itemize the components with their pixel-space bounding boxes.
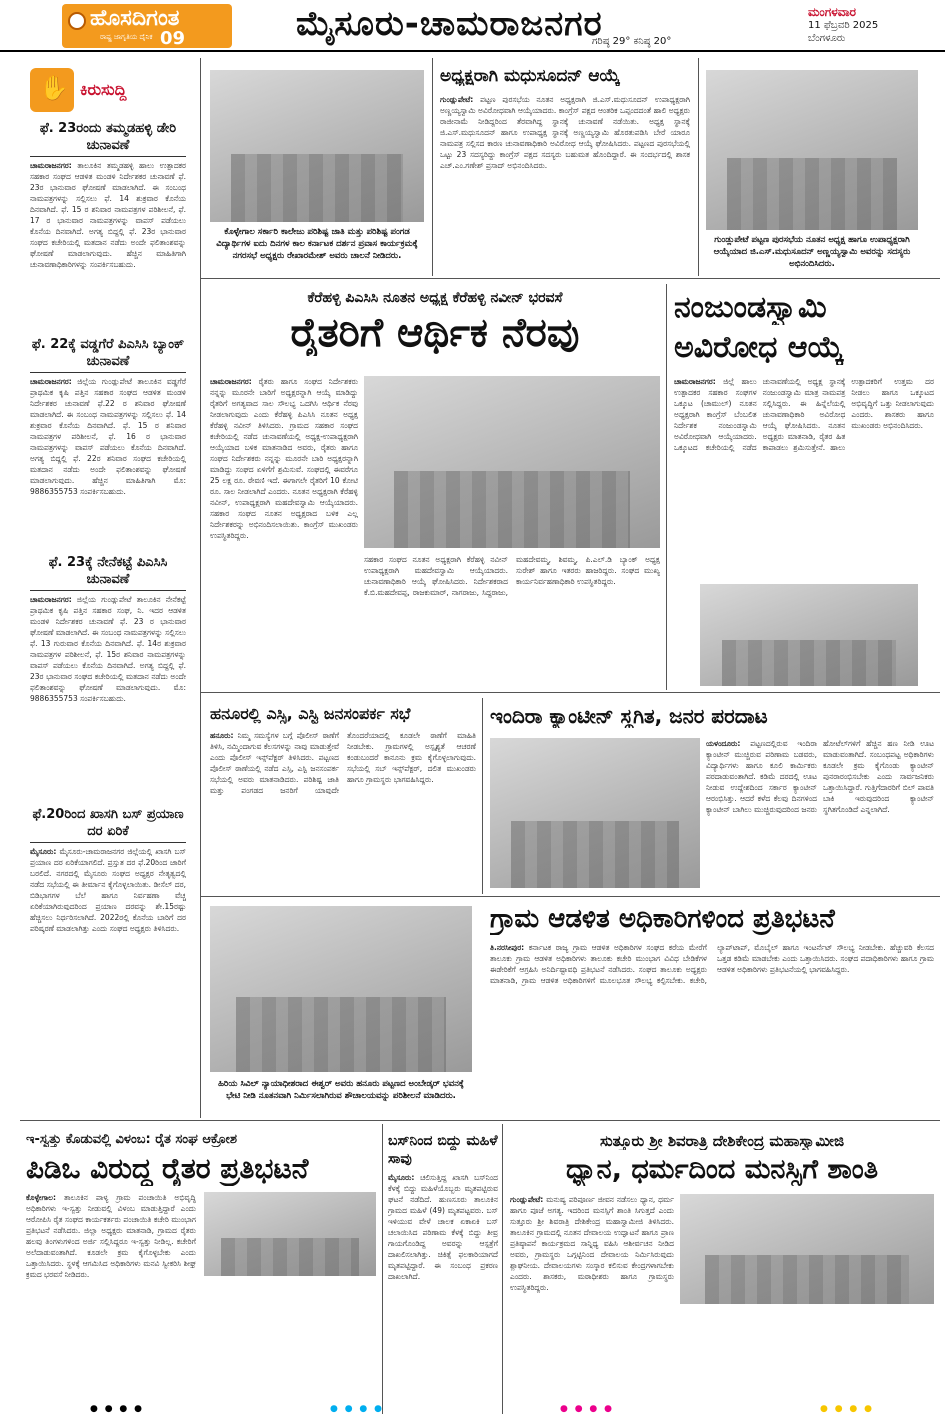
protest-text: ಕರ್ನಾಟಕ ರಾಜ್ಯ ಗ್ರಾಮ ಆಡಳಿತ ಅಧಿಕಾರಿಗಳ ಸಂಘದ ಕರೆಯ ಮೇರೆಗೆ ತಾಲೂಕು ಗ್ರಾಮ ಆಡಳಿತ ಅಧಿಕಾರಿಗಳು ತಾಲೂಕು ಕಚೇರಿ ಮುಂಭಾಗ ವಿವಿಧ ಬೇಡಿಕೆಗಳ ಈಡೇರಿಕೆಗೆ ಆಗ್ರಹಿಸಿ ಅನಿರ್ದಿಷ್ಟಾವಧಿ ಪ್ರತಿಭಟನೆ ನಡೆಸಿದರು. ಸಂಘದ ತಾಲೂಕು ಅಧ್ಯಕ್ಷರು ಮಾತನಾಡಿ, ಗ್ರಾಮ ಆಡಳಿತ ಅಧಿಕಾರಿಗಳಿಗೆ ಮೂಲಭೂತ ಸೌಲಭ್ಯ ಕಲ್ಪಿಸಬೇಕು. ಕಚೇರಿ, ಲ್ಯಾಪ್‌ಟಾಪ್, ಮೊಬೈಲ್ ಹಾಗೂ ಇಂಟರ್ನೆಟ್ ಸೌಲಭ್ಯ ನೀಡಬೇಕು. ಹೆಚ್ಚುವರಿ ಕೆಲಸದ ಒತ್ತಡ ಕಡಿಮೆ ಮಾಡಬೇಕು ಎಂದು ಒತ್ತಾಯಿಸಿದರು. ಸಂಘದ ಪದಾಧಿಕಾರಿಗಳು ಹಾಗೂ ಗ್ರಾಮ ಆಡಳಿತ ಅಧಿಕಾರಿಗಳು ಪ್ರತಿಭಟನೆಯಲ್ಲಿ ಭಾಗವಹಿಸಿದ್ದರು. bbox=[490, 943, 934, 985]
suttur-kicker: ಸುತ್ತೂರು ಶ್ರೀ ಶಿವರಾತ್ರಿ ದೇಶಿಕೇಂದ್ರ ಮಹಾಸ್ವಾಮೀಜಿ bbox=[599, 1132, 845, 1150]
unopposed-photo bbox=[700, 584, 918, 686]
briefs-section-header bbox=[30, 68, 186, 112]
president-caption: ಗುಂಡ್ಲುಪೇಟೆ ಪಟ್ಟಣ ಪುರಸಭೆಯ ನೂತನ ಅಧ್ಯಕ್ಷ ಹಾಗೂ ಉಪಾಧ್ಯಕ್ಷರಾಗಿ ಆಯ್ಕೆಯಾದ ಜಿ.ಎಸ್.ಮಧುಸೂದನ್ ಅಣ್ಣಯ್ಯಸ್ವಾಮಿ ಅವರನ್ನು ಸದಸ್ಯರು ಅಭಿನಂದಿಸಿದರು. bbox=[713, 235, 911, 269]
unopposed-text: ಜಿಲ್ಲೆ ಹಾಲು ಉತ್ಪಾದಕರ ಸಹಕಾರ ಸಂಘಗಳ ಒಕ್ಕೂಟ (ಚಾಮುಲ್) ನೂತನ ಅಧ್ಯಕ್ಷರಾಗಿ ಕಾಂಗ್ರೆಸ್ ಬೆಂಬಲಿತ ನಿರ್ದೇಶಕ ನಂಜುಂಡಸ್ವಾಮಿ ಅವಿರೋಧವಾಗಿ ಆಯ್ಕೆಯಾದರು. ಒಕ್ಕೂಟದ ಕಚೇರಿಯಲ್ಲಿ ನಡೆದ ಚುನಾವಣೆಯಲ್ಲಿ ಅಧ್ಯಕ್ಷ ಸ್ಥಾನಕ್ಕೆ ನಂಜುಂಡಸ್ವಾಮಿ ಮಾತ್ರ ನಾಮಪತ್ರ ಸಲ್ಲಿಸಿದ್ದರು. ಈ ಹಿನ್ನೆಲೆಯಲ್ಲಿ ಚುನಾವಣಾಧಿಕಾರಿ ಅವಿರೋಧ ಆಯ್ಕೆ ಘೋಷಿಸಿದರು. ನೂತನ ಅಧ್ಯಕ್ಷರು ಮಾತನಾಡಿ, ರೈತರ ಹಿತ ಕಾಪಾಡಲು ಶ್ರಮಿಸುತ್ತೇನೆ. ಹಾಲು ಉತ್ಪಾದಕರಿಗೆ ಉತ್ತಮ ದರ ನೀಡಲು ಹಾಗೂ ಒಕ್ಕೂಟದ ಅಭಿವೃದ್ಧಿಗೆ ಒತ್ತು ನೀಡಲಾಗುವುದು ಎಂದರು. ಶಾಸಕರು ಹಾಗೂ ಮುಖಂಡರು ಅಭಿನಂದಿಸಿದರು. bbox=[674, 377, 934, 452]
row-rule bbox=[200, 896, 940, 897]
print-registration-marks: ● ● ● ● bbox=[330, 1404, 384, 1414]
president-text: ಪಟ್ಟಣ ಪುರಸಭೆಯ ನೂತನ ಅಧ್ಯಕ್ಷರಾಗಿ ಜಿ.ಎಸ್.ಮಧುಸೂದನ್ ಉಪಾಧ್ಯಕ್ಷರಾಗಿ ಅಣ್ಣಯ್ಯಸ್ವಾಮಿ ಅವಿರೋಧವಾಗಿ ಆಯ್ಕೆಯಾದರು. ಕಾಂಗ್ರೆಸ್ ಪಕ್ಷದ ಆಂತರಿಕ ಒಪ್ಪಂದದಂತೆ ಹಾಲಿ ಅಧ್ಯಕ್ಷರು ರಾಜೀನಾಮೆ ನೀಡಿದ್ದರಿಂದ ತೆರವಾಗಿದ್ದ ಸ್ಥಾನಕ್ಕೆ ಚುನಾವಣೆ ನಡೆಯಿತು. ಅಧ್ಯಕ್ಷ ಸ್ಥಾನಕ್ಕೆ ಜಿ.ಎಸ್.ಮಧುಸೂದನ್ ಹಾಗೂ ಉಪಾಧ್ಯಕ್ಷ ಸ್ಥಾನಕ್ಕೆ ಅಣ್ಣಯ್ಯಸ್ವಾಮಿ ಹೊರತುಪಡಿಸಿ ಬೇರೆ ಯಾರೂ ನಾಮಪತ್ರ ಸಲ್ಲಿಸದ ಕಾರಣ ಚುನಾವಣಾಧಿಕಾರಿ ಅವಿರೋಧ ಆಯ್ಕೆ ಘೋಷಿಸಿದರು. ಪಟ್ಟಣದ ಪುರಸಭೆಯಲ್ಲಿ ಒಟ್ಟು 23 ಸದಸ್ಯರಿದ್ದು ಕಾಂಗ್ರೆಸ್ ಪಕ್ಷದ ಸದಸ್ಯರು ಬಹುಮತ ಹೊಂದಿದ್ದಾರೆ. ಈ ಸಂದರ್ಭದಲ್ಲಿ ಶಾಸಕ ಎಚ್.ಎಂ.ಗಣೇಶ್ ಪ್ರಸಾದ್ ಅಭಿನಂದಿಸಿದರು. bbox=[440, 95, 690, 170]
column-rule bbox=[482, 698, 483, 894]
brief-item bbox=[30, 120, 186, 330]
brief-body bbox=[30, 376, 186, 546]
logo-text: ಹೊಸದಿಗಂತ bbox=[90, 6, 180, 31]
brief-dateline: ಚಾಮರಾಜನಗರ: bbox=[30, 161, 72, 170]
hand-icon bbox=[30, 68, 74, 112]
unopposed-dateline: ಚಾಮರಾಜನಗರ: bbox=[674, 377, 716, 386]
suttur-headline: ಧ್ಯಾನ, ಧರ್ಮದಿಂದ ಮನಸ್ಸಿಗೆ ಶಾಂತಿ bbox=[565, 1154, 879, 1185]
row-rule bbox=[200, 278, 940, 279]
brief-headline: ಫೆ.20ರಿಂದ ಖಾಸಗಿ ಬಸ್ ಪ್ರಯಾಣ ದರ ಏರಿಕೆ bbox=[30, 806, 186, 843]
suttur-photo bbox=[680, 1194, 934, 1304]
canteen-dateline: ಯಳಂದೂರು: bbox=[706, 739, 741, 748]
farmers-dateline: ಚಾಮರಾಜನಗರ: bbox=[210, 377, 252, 386]
brief-dateline: ಮೈಸೂರು: bbox=[30, 847, 57, 856]
logo-tagline: ರಾಷ್ಟ್ರ ಜಾಗೃತಿಯ ದೈನಿಕ bbox=[100, 33, 153, 41]
brief-text: ಮೈಸೂರು-ಚಾಮರಾಜನಗರ ಜಿಲ್ಲೆಯಲ್ಲಿ ಖಾಸಗಿ ಬಸ್ ಪ್ರಯಾಣ ದರ ಏರಿಕೆಯಾಗಲಿದೆ. ಪ್ರಸ್ತುತ ದರ ಫೆ.20ರಿಂದ ಜಾರಿಗೆ ಬರಲಿದೆ. ನಗರದಲ್ಲಿ ಮೈಸೂರು ಸಂಘದ ಅಧ್ಯಕ್ಷರ ನೇತೃತ್ವದಲ್ಲಿ ನಡೆದ ಸಭೆಯಲ್ಲಿ ಈ ತೀರ್ಮಾನ ಕೈಗೊಳ್ಳಲಾಯಿತು. ಡೀಸೆಲ್ ದರ, ಬಿಡಿಭಾಗಗಳ ಬೆಲೆ ಹಾಗೂ ನಿರ್ವಹಣಾ ವೆಚ್ಚ ಏರಿಕೆಯಾಗಿರುವುದರಿಂದ ಪ್ರಯಾಣ ದರವನ್ನು ಶೇ.15ರಷ್ಟು ಹೆಚ್ಚಿಸಲು ನಿರ್ಧರಿಸಲಾಗಿದೆ. 2022ರಲ್ಲಿ ಕೊನೆಯ ಬಾರಿಗೆ ದರ ಪರಿಷ್ಕರಣೆ ಮಾಡಲಾಗಿತ್ತು ಎಂದು ಸಂಘದ ಅಧ್ಯಕ್ಷರು ತಿಳಿಸಿದರು. bbox=[30, 847, 186, 933]
hanur-dateline: ಹನೂರು: bbox=[210, 731, 234, 740]
brief-dateline: ಚಾಮರಾಜನಗರ: bbox=[30, 377, 72, 386]
bus-death-dateline: ಮೈಸೂರು: bbox=[388, 1173, 415, 1182]
suttur-dateline: ಗುಂಡ್ಲುಪೇಟೆ: bbox=[510, 1195, 544, 1204]
row-rule bbox=[20, 1120, 940, 1121]
suttur-body bbox=[510, 1194, 674, 1404]
canteen-text: ಪಟ್ಟಣದಲ್ಲಿರುವ ಇಂದಿರಾ ಕ್ಯಾಂಟೀನ್ ಮುಚ್ಚಿರುವ ಪರಿಣಾಮ ಬಡವರು, ವಿದ್ಯಾರ್ಥಿಗಳು ಹಾಗೂ ಕೂಲಿ ಕಾರ್ಮಿಕರು ಪರದಾಡುವಂತಾಗಿದೆ. ಕಡಿಮೆ ದರದಲ್ಲಿ ಊಟ ನೀಡುವ ಉದ್ದೇಶದಿಂದ ಸರ್ಕಾರ ಕ್ಯಾಂಟೀನ್ ಆರಂಭಿಸಿತ್ತು. ಆದರೆ ಕಳೆದ ಕೆಲವು ದಿನಗಳಿಂದ ಕ್ಯಾಂಟೀನ್ ಬಾಗಿಲು ಮುಚ್ಚಿರುವುದರಿಂದ ಜನರು ಹೋಟೆಲ್‌ಗಳಿಗೆ ಹೆಚ್ಚಿನ ಹಣ ನೀಡಿ ಊಟ ಮಾಡುವಂತಾಗಿದೆ. ಸಂಬಂಧಪಟ್ಟ ಅಧಿಕಾರಿಗಳು ಕೂಡಲೇ ಕ್ರಮ ಕೈಗೊಂಡು ಕ್ಯಾಂಟೀನ್ ಪುನರಾರಂಭಿಸಬೇಕು ಎಂದು ಸಾರ್ವಜನಿಕರು ಒತ್ತಾಯಿಸಿದ್ದಾರೆ. ಗುತ್ತಿಗೆದಾರರಿಗೆ ಬಿಲ್ ಪಾವತಿ ಬಾಕಿ ಇರುವುದರಿಂದ ಕ್ಯಾಂಟೀನ್ ಸ್ಥಗಿತಗೊಂಡಿದೆ ಎನ್ನಲಾಗಿದೆ. bbox=[706, 739, 934, 814]
row-rule bbox=[200, 692, 940, 693]
column-rule bbox=[666, 284, 667, 690]
brief-item bbox=[30, 554, 186, 794]
print-registration-marks: ● ● ● ● bbox=[560, 1404, 614, 1414]
edition-title: ಮೈಸೂರು-ಚಾಮರಾಜನಗರ bbox=[296, 4, 603, 44]
bus-death-text: ಚಲಿಸುತ್ತಿದ್ದ ಖಾಸಗಿ ಬಸ್‌ನಿಂದ ಕೆಳಕ್ಕೆ ಬಿದ್ದು ಮಹಿಳೆಯೊಬ್ಬರು ಮೃತಪಟ್ಟಿರುವ ಘಟನೆ ನಡೆದಿದೆ. ಹುಣಸೂರು ತಾಲೂಕಿನ ಗ್ರಾಮದ ಮಹಿಳೆ (49) ಮೃತಪಟ್ಟವರು. ಬಸ್ ಇಳಿಯುವ ವೇಳೆ ಚಾಲಕ ಏಕಾಏಕಿ ಬಸ್ ಚಲಾಯಿಸಿದ ಪರಿಣಾಮ ಕೆಳಕ್ಕೆ ಬಿದ್ದು ತೀವ್ರ ಗಾಯಗೊಂಡಿದ್ದ ಅವರನ್ನು ಆಸ್ಪತ್ರೆಗೆ ದಾಖಲಿಸಲಾಗಿತ್ತು. ಚಿಕಿತ್ಸೆ ಫಲಕಾರಿಯಾಗದೆ ಮೃತಪಟ್ಟಿದ್ದಾರೆ. ಈ ಸಂಬಂಧ ಪ್ರಕರಣ ದಾಖಲಾಗಿದೆ. bbox=[388, 1173, 498, 1281]
president-dateline: ಗುಂಡ್ಲುಪೇಟೆ: bbox=[440, 95, 474, 104]
farmers-kicker: ಕೆರೆಹಳ್ಳಿ ಪಿಎಸಿಸಿ ನೂತನ ಅಧ್ಯಕ್ಷ ಕೆರೆಹಳ್ಳಿ ನವೀನ್ ಭರವಸೆ bbox=[307, 290, 563, 306]
column-rule bbox=[382, 1124, 383, 1414]
brief-text: ಜಿಲ್ಲೆಯ ಗುಂಡ್ಲುಪೇಟೆ ತಾಲೂಕಿನ ನೇನೆಕಟ್ಟೆ ಪ್ರಾಥಮಿಕ ಕೃಷಿ ಪತ್ತಿನ ಸಹಕಾರ ಸಂಘ, ನಿ. ಇದರ ಆಡಳಿತ ಮಂಡಳಿ ನಿರ್ದೇಶಕರ ಚುನಾವಣೆ ಫೆ. 23 ರ ಭಾನುವಾರ ಘೋಷಣೆ ಮಾಡಲಾಗಿದೆ. ಈ ಸಂಬಂಧ ನಾಮಪತ್ರಗಳನ್ನು ಸಲ್ಲಿಸಲು ಫೆ. 13 ಗುರುವಾರ ಕೊನೆಯ ದಿನವಾಗಿದೆ. ಫೆ. 14ರ ಶುಕ್ರವಾರ ನಾಮಪತ್ರಗಳ ಪರಿಶೀಲನೆ, ಫೆ. 15ರ ಶನಿವಾರ ನಾಮಪತ್ರಗಳನ್ನು ವಾಪಸ್ ಪಡೆಯಲು ಕೊನೆಯ ದಿನವಾಗಿದೆ. ಅಗತ್ಯ ಬಿದ್ದಲ್ಲಿ ಫೆ. 23ರ ಭಾನುವಾರ ಸಂಘದ ಕಚೇರಿಯಲ್ಲಿ ಮತದಾನ ನಡೆದು ಅಂದೇ ಫಲಿತಾಂಶವನ್ನು ಘೋಷಣೆ ಮಾಡಲಾಗುವುದು. ಮೊ: 9886355753 ಸಂಪರ್ಕಿಸಬಹುದು. bbox=[30, 595, 186, 703]
canteen-body bbox=[706, 738, 934, 888]
bus-tour-caption: ಕೊಳ್ಳೇಗಾಲ ಸರ್ಕಾರಿ ಕಾಲೇಜು ಪರಿಶಿಷ್ಟ ಜಾತಿ ಮತ್ತು ಪರಿಶಿಷ್ಟ ಪಂಗಡ ವಿದ್ಯಾರ್ಥಿಗಳ ಐದು ದಿನಗಳ ಕಾಲ ಕರ್ನಾಟಕ ದರ್ಶನ ಪ್ರವಾಸ ಕಾರ್ಯಕ್ರಮಕ್ಕೆ ನಗರಸಭೆ ಅಧ್ಯಕ್ಷರು ರೇಖಾರಮೇಶ್ ಅವರು ಚಾಲನೆ ನೀಡಿದರು. bbox=[216, 227, 418, 261]
weekday: ಮಂಗಳವಾರ bbox=[808, 5, 857, 19]
hanur-text: ನಿಮ್ಮ ಸಮಸ್ಯೆಗಳ ಬಗ್ಗೆ ಪೊಲೀಸ್ ಠಾಣೆಗೆ ತಿಳಿಸಿ, ನಮ್ಮಿಂದಾಗುವ ಕೆಲಸಗಳನ್ನು ನಾವು ಮಾಡುತ್ತೇವೆ ಎಂದು ಪೊಲೀಸ್ ಇನ್ಸ್‌ಪೆಕ್ಟರ್ ತಿಳಿಸಿದರು. ಪಟ್ಟಣದ ಪೊಲೀಸ್ ಠಾಣೆಯಲ್ಲಿ ನಡೆದ ಎಸ್ಸಿ, ಎಸ್ಟಿ ಜನಸಂಪರ್ಕ ಸಭೆಯಲ್ಲಿ ಅವರು ಮಾತನಾಡಿದರು. ಪರಿಶಿಷ್ಟ ಜಾತಿ ಮತ್ತು ಪಂಗಡದ ಜನರಿಗೆ ಯಾವುದೇ ತೊಂದರೆಯಾದಲ್ಲಿ ಕೂಡಲೇ ಠಾಣೆಗೆ ಮಾಹಿತಿ ನೀಡಬೇಕು. ಗ್ರಾಮಗಳಲ್ಲಿ ಅಸ್ಪೃಶ್ಯತೆ ಆಚರಣೆ ಕಂಡುಬಂದರೆ ಕಾನೂನು ಕ್ರಮ ಕೈಗೊಳ್ಳಲಾಗುವುದು. ಸಭೆಯಲ್ಲಿ ಸಬ್ ಇನ್ಸ್‌ಪೆಕ್ಟರ್, ದಲಿತ ಮುಖಂಡರು ಹಾಗೂ ಗ್ರಾಮಸ್ಥರು ಭಾಗವಹಿಸಿದ್ದರು. bbox=[210, 731, 476, 795]
canteen-photo bbox=[490, 738, 700, 888]
pdo-body bbox=[26, 1192, 196, 1402]
issue-city: ಬೆಂಗಳೂರು bbox=[808, 33, 846, 44]
pdo-text: ತಾಲೂಕಿನ ಪಾಳ್ಯ ಗ್ರಾಮ ಪಂಚಾಯಿತಿ ಅಭಿವೃದ್ಧಿ ಅಧಿಕಾರಿಗಳು ಇ-ಸ್ವತ್ತು ನೀಡುವಲ್ಲಿ ವಿಳಂಬ ಮಾಡುತ್ತಿದ್ದಾರೆ ಎಂದು ಆರೋಪಿಸಿ ರೈತ ಸಂಘದ ಕಾರ್ಯಕರ್ತರು ಪಂಚಾಯಿತಿ ಕಚೇರಿ ಮುಂಭಾಗ ಪ್ರತಿಭಟನೆ ನಡೆಸಿದರು. ಜಿಲ್ಲಾ ಅಧ್ಯಕ್ಷರು ಮಾತನಾಡಿ, ಗ್ರಾಮದ ರೈತರು ಹಲವು ತಿಂಗಳುಗಳಿಂದ ಅರ್ಜಿ ಸಲ್ಲಿಸಿದ್ದರೂ ಇ-ಸ್ವತ್ತು ನೀಡಿಲ್ಲ. ಕಚೇರಿಗೆ ಅಲೆದಾಡುವಂತಾಗಿದೆ. ಕೂಡಲೇ ಕ್ರಮ ಕೈಗೊಳ್ಳಬೇಕು ಎಂದು ಒತ್ತಾಯಿಸಿದರು. ಸ್ಥಳಕ್ಕೆ ಆಗಮಿಸಿದ ಅಧಿಕಾರಿಗಳು ಮನವಿ ಸ್ವೀಕರಿಸಿ ಶೀಘ್ರ ಕ್ರಮದ ಭರವಸೆ ನೀಡಿದರು. bbox=[26, 1193, 196, 1279]
brief-headline: ಫೆ. 23ರಂದು ತಮ್ಮಡಹಳ್ಳಿ ಡೇರಿ ಚುನಾವಣೆ bbox=[30, 120, 186, 157]
masthead bbox=[0, 0, 945, 52]
column-rule bbox=[502, 1124, 503, 1414]
farmers-body-continued: ಸಹಕಾರ ಸಂಘದ ನೂತನ ಅಧ್ಯಕ್ಷರಾಗಿ ಕೆರೆಹಳ್ಳಿ ನವೀನ್ ಉಪಾಧ್ಯಕ್ಷರಾಗಿ ಮಹದೇವಸ್ವಾಮಿ ಆಯ್ಕೆಯಾದರು. ಚುನಾವಣಾಧಿಕಾರಿ ಆಯ್ಕೆ ಘೋಷಿಸಿದರು. ನಿರ್ದೇಶಕರಾದ ಕೆ.ಬಿ.ಮಹದೇವಪ್ಪ, ರಾಜಕುಮಾರ್, ನಾಗರಾಜು, ಸಿದ್ದರಾಜು, ಮಹದೇವಮ್ಮ, ಶಿವಮ್ಮ, ಪಿ.ಎಲ್.ಡಿ ಬ್ಯಾಂಕ್ ಅಧ್ಯಕ್ಷ ಸುರೇಶ್ ಹಾಗೂ ಇತರರು ಹಾಜರಿದ್ದರು. ಸಂಘದ ಮುಖ್ಯ ಕಾರ್ಯನಿರ್ವಹಣಾಧಿಕಾರಿ ಉಪಸ್ಥಿತರಿದ್ದರು. bbox=[364, 555, 660, 597]
pdo-photo bbox=[204, 1192, 376, 1276]
farmers-body bbox=[210, 376, 358, 686]
brief-body bbox=[30, 846, 186, 1116]
column-rule bbox=[200, 58, 201, 1118]
brief-headline: ಫೆ. 22ಕ್ಕೆ ವಡ್ಡಗೆರೆ ಪಿಎಸಿಸಿ ಬ್ಯಾಂಕ್ ಚುನಾವಣೆ bbox=[30, 336, 186, 373]
page-number: 09 bbox=[160, 28, 186, 49]
newspaper-logo bbox=[62, 4, 232, 48]
protest-body bbox=[490, 942, 934, 1114]
issue-date: 11 ಫೆಬ್ರವರಿ 2025 bbox=[808, 20, 879, 31]
brief-item bbox=[30, 806, 186, 1114]
farmers-headline: ರೈತರಿಗೆ ಆರ್ಥಿಕ ನೆರವು bbox=[290, 310, 580, 356]
bus-death-body bbox=[388, 1172, 498, 1404]
logo-lamp-icon bbox=[68, 12, 86, 30]
protest-headline: ಗ್ರಾಮ ಆಡಳಿತ ಅಧಿಕಾರಿಗಳಿಂದ ಪ್ರತಿಭಟನೆ bbox=[490, 904, 835, 934]
unopposed-headline-line2: ಅವಿರೋಧ ಆಯ್ಕೆ bbox=[674, 330, 844, 365]
protest-dateline: ತಿ.ನರಸೀಪುರ: bbox=[490, 943, 525, 952]
brief-body bbox=[30, 594, 186, 794]
brief-dateline: ಚಾಮರಾಜನಗರ: bbox=[30, 595, 72, 604]
suttur-text: ಮನುಷ್ಯ ಪರಿಪೂರ್ಣ ಜೀವನ ನಡೆಸಲು ಧ್ಯಾನ, ಧರ್ಮ ಹಾಗೂ ಪೂಜೆ ಅಗತ್ಯ. ಇದರಿಂದ ಮನಸ್ಸಿಗೆ ಶಾಂತಿ ಸಿಗುತ್ತದೆ ಎಂದು ಸುತ್ತೂರು ಶ್ರೀ ಶಿವರಾತ್ರಿ ದೇಶಿಕೇಂದ್ರ ಮಹಾಸ್ವಾಮೀಜಿ ತಿಳಿಸಿದರು. ತಾಲೂಕಿನ ಗ್ರಾಮದಲ್ಲಿ ನೂತನ ದೇವಾಲಯ ಉದ್ಘಾಟನೆ ಹಾಗೂ ಪ್ರಾಣ ಪ್ರತಿಷ್ಠಾಪನೆ ಕಾರ್ಯಕ್ರಮದ ಸಾನ್ನಿಧ್ಯ ವಹಿಸಿ ಆಶೀರ್ವಚನ ನೀಡಿದ ಅವರು, ಗ್ರಾಮಸ್ಥರು ಒಗ್ಗಟ್ಟಿನಿಂದ ದೇವಾಲಯ ನಿರ್ಮಿಸಿರುವುದು ಶ್ಲಾಘನೀಯ. ದೇವಾಲಯಗಳು ಸಂಸ್ಕಾರ ಕಲಿಸುವ ಕೇಂದ್ರಗಳಾಗಬೇಕು ಎಂದರು. ಶಾಸಕರು, ಮಠಾಧೀಶರು ಹಾಗೂ ಗ್ರಾಮಸ್ಥರು ಉಪಸ್ಥಿತರಿದ್ದರು. bbox=[510, 1195, 674, 1292]
brief-text: ತಾಲೂಕಿನ ತಮ್ಮಡಹಳ್ಳಿ ಹಾಲು ಉತ್ಪಾದಕರ ಸಹಕಾರ ಸಂಘದ ಆಡಳಿತ ಮಂಡಳಿ ನಿರ್ದೇಶಕರ ಚುನಾವಣೆ ಫೆ. 23ರ ಭಾನುವಾರ ಘೋಷಣೆ ಮಾಡಲಾಗಿದೆ. ಈ ಸಂಬಂಧ ನಾಮಪತ್ರಗಳನ್ನು ಸಲ್ಲಿಸಲು ಫೆ. 14 ಶುಕ್ರವಾರ ಕೊನೆಯ ದಿನವಾಗಿದೆ. ಫೆ. 15 ರ ಶನಿವಾರ ನಾಮಪತ್ರಗಳ ಪರಿಶೀಲನೆ, ಫೆ. 17 ರ ಭಾನುವಾರ ನಾಮಪತ್ರಗಳನ್ನು ವಾಪಸ್ ಪಡೆಯಲು ಕೊನೆಯ ದಿನವಾಗಿದೆ. ಅಗತ್ಯ ಬಿದ್ದಲ್ಲಿ ಫೆ. 23ರ ಭಾನುವಾರ ಸಂಘದ ಕಚೇರಿಯಲ್ಲಿ ಮತದಾನ ನಡೆದು ಅಂದೇ ಫಲಿತಾಂಶವನ್ನು ಘೋಷಣೆ ಮಾಡಲಾಗುವುದು. ಹೆಚ್ಚಿನ ಮಾಹಿತಿಗಾಗಿ ಚುನಾವಣಾಧಿಕಾರಿಗಳನ್ನು ಸಂಪರ್ಕಿಸಬಹುದು. bbox=[30, 161, 186, 269]
canteen-headline: ಇಂದಿರಾ ಕ್ಯಾಂಟೀನ್ ಸ್ಥಗಿತ, ಜನರ ಪರದಾಟ bbox=[490, 704, 768, 728]
farmers-text: ರೈತರು ಹಾಗೂ ಸಂಘದ ನಿರ್ದೇಶಕರು ನನ್ನನ್ನು ಮೂರನೇ ಬಾರಿಗೆ ಅಧ್ಯಕ್ಷರನ್ನಾಗಿ ಆಯ್ಕೆ ಮಾಡಿದ್ದು ರೈತರಿಗೆ ಅಗತ್ಯವಾದ ಸಾಲ ಸೌಲಭ್ಯ ಒದಗಿಸಿ ಆರ್ಥಿಕ ನೆರವು ನೀಡಲಾಗುವುದು ಎಂದು ಕೆರೆಹಳ್ಳಿ ಪಿಎಸಿಸಿ ನೂತನ ಅಧ್ಯಕ್ಷ ಕೆರೆಹಳ್ಳಿ ನವೀನ್ ತಿಳಿಸಿದರು. ಗ್ರಾಮದ ಸಹಕಾರ ಸಂಘದ ಕಚೇರಿಯಲ್ಲಿ ನಡೆದ ಚುನಾವಣೆಯಲ್ಲಿ ಅಧ್ಯಕ್ಷ-ಉಪಾಧ್ಯಕ್ಷರಾಗಿ ಆಯ್ಕೆಯಾದ ಬಳಿಕ ಮಾತನಾಡಿದ ಅವರು, ರೈತರು ಹಾಗೂ ಸಂಘದ ನಿರ್ದೇಶಕರು ನನ್ನನ್ನು ಮೂರನೇ ಬಾರಿ ಅಧ್ಯಕ್ಷರನ್ನಾಗಿ ಮಾಡಿದ್ದು ಸಂಘದ ಏಳಿಗೆಗೆ ಶ್ರಮಿಸುವೆ. ಸಂಘದಲ್ಲಿ ಈವರೆಗೂ 25 ಲಕ್ಷ ರೂ. ಠೇವಣಿ ಇದೆ. ಈಗಾಗಲೇ ರೈತರಿಗೆ 10 ಕೋಟಿ ರೂ. ಸಾಲ ನೀಡಲಾಗಿದೆ ಎಂದರು. ನೂತನ ಅಧ್ಯಕ್ಷರಾಗಿ ಕೆರೆಹಳ್ಳಿ ನವೀನ್, ಉಪಾಧ್ಯಕ್ಷರಾಗಿ ಮಹದೇವಸ್ವಾಮಿ ಆಯ್ಕೆಯಾದರು. ಸಹಕಾರ ಸಂಘದ ನೂತನ ಅಧ್ಯಕ್ಷರಾದ ಬಳಿಕ ಎಲ್ಲ ನಿರ್ದೇಶಕರನ್ನು ಅಭಿನಂದಿಸಲಾಯಿತು. ಕಾಂಗ್ರೆಸ್ ಮುಖಂಡರು ಉಪಸ್ಥಿತರಿದ್ದರು. bbox=[210, 377, 358, 540]
hanur-photo bbox=[210, 906, 472, 1072]
print-registration-marks: ● ● ● ● bbox=[90, 1404, 144, 1414]
bus-death-headline: ಬಸ್‌ನಿಂದ ಬಿದ್ದು ಮಹಿಳೆ ಸಾವು bbox=[388, 1133, 498, 1167]
president-body bbox=[440, 94, 690, 272]
bus-tour-photo bbox=[210, 70, 424, 222]
pdo-dateline: ಕೊಳ್ಳೇಗಾಲ: bbox=[26, 1193, 57, 1202]
pdo-headline: ಪಿಡಿಒ ವಿರುದ್ಧ ರೈತರ ಪ್ರತಿಭಟನೆ bbox=[26, 1152, 309, 1185]
brief-body bbox=[30, 160, 186, 330]
weather-readout: ಗರಿಷ್ಠ 29° ಕನಿಷ್ಠ 20° bbox=[592, 36, 672, 47]
president-headline: ಅಧ್ಯಕ್ಷರಾಗಿ ಮಧುಸೂದನ್ ಆಯ್ಕೆ bbox=[440, 66, 620, 86]
farmers-photo bbox=[364, 376, 660, 548]
pdo-kicker: ಇ-ಸ್ವತ್ತು ಕೊಡುವಲ್ಲಿ ವಿಳಂಬ: ರೈತ ಸಂಘ ಆಕ್ರೋಶ bbox=[26, 1132, 238, 1147]
hanur-body bbox=[210, 730, 476, 890]
president-photo bbox=[706, 70, 918, 230]
briefs-section-title: ಕಿರುಸುದ್ದಿ bbox=[80, 80, 127, 99]
print-registration-marks: ● ● ● ● bbox=[820, 1404, 874, 1414]
brief-item bbox=[30, 336, 186, 546]
dateline-box bbox=[808, 6, 938, 45]
column-rule bbox=[432, 58, 433, 276]
hanur-headline: ಹನೂರಲ್ಲಿ ಎಸ್ಸಿ, ಎಸ್ಟಿ ಜನಸಂಪರ್ಕ ಸಭೆ bbox=[210, 704, 411, 723]
hanur-caption: ಹಿರಿಯ ಸಿವಿಲ್ ನ್ಯಾಯಾಧೀಶರಾದ ಈಶ್ವರ್ ಅವರು ಹನೂರು ಪಟ್ಟಣದ ಅಂಬೇಡ್ಕರ್ ಭವನಕ್ಕೆ ಭೇಟಿ ನೀಡಿ ನೂತನವಾಗಿ ನಿರ್ಮಿಸಲಾಗಿರುವ ಶೌಚಾಲಯವನ್ನು ಪರಿಶೀಲನೆ ಮಾಡಿದರು. bbox=[218, 1079, 464, 1101]
brief-headline: ಫೆ. 23ಕ್ಕೆ ನೇನೆಕಟ್ಟೆ ಪಿಎಸಿಸಿ ಚುನಾವಣೆ bbox=[30, 554, 186, 591]
brief-text: ಜಿಲ್ಲೆಯ ಗುಂಡ್ಲುಪೇಟೆ ತಾಲೂಕಿನ ವಡ್ಡಗೆರೆ ಪ್ರಾಥಮಿಕ ಕೃಷಿ ಪತ್ತಿನ ಸಹಕಾರ ಸಂಘದ ಆಡಳಿತ ಮಂಡಳಿ ನಿರ್ದೇಶಕರ ಚುನಾವಣೆ ಫೆ.22 ರ ಶನಿವಾರ ಘೋಷಣೆ ಮಾಡಲಾಗಿದೆ. ಈ ಸಂಬಂಧ ನಾಮಪತ್ರಗಳನ್ನು ಸಲ್ಲಿಸಲು ಫೆ. 14 ಶುಕ್ರವಾರ ಕೊನೆಯ ದಿನವಾಗಿದೆ. ಫೆ. 15 ರ ಶನಿವಾರ ನಾಮಪತ್ರಗಳ ಪರಿಶೀಲನೆ, ಫೆ. 16 ರ ಭಾನುವಾರ ನಾಮಪತ್ರಗಳನ್ನು ವಾಪಸ್ ಪಡೆಯಲು ಕೊನೆಯ ದಿನವಾಗಿದೆ. ಅಗತ್ಯ ಬಿದ್ದಲ್ಲಿ ಫೆ. 22ರ ಶನಿವಾರ ಸಂಘದ ಕಚೇರಿಯಲ್ಲಿ ಮತದಾನ ನಡೆದು ಅಂದೇ ಫಲಿತಾಂಶವನ್ನು ಘೋಷಣೆ ಮಾಡಲಾಗುವುದು. ಹೆಚ್ಚಿನ ಮಾಹಿತಿಗಾಗಿ ಮೊ: 9886355753 ಸಂಪರ್ಕಿಸಬಹುದು. bbox=[30, 377, 186, 496]
column-rule bbox=[698, 58, 699, 276]
unopposed-body bbox=[674, 376, 934, 576]
unopposed-headline-line1: ನಂಜುಂಡಸ್ವಾಮಿ bbox=[674, 290, 827, 325]
